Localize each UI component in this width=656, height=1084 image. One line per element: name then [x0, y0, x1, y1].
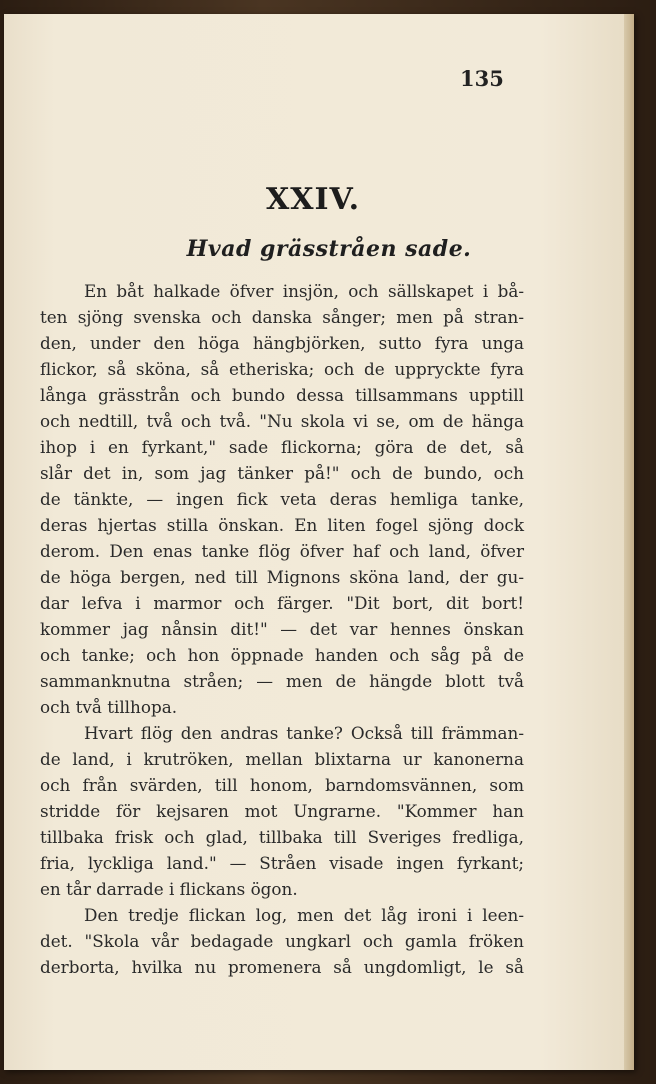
text-line: fria, lyckliga land." — Stråen visade ingen fyrkant;: [40, 853, 524, 873]
chapter-heading: XXIV.: [265, 182, 361, 217]
text-line: En båt halkade öfver insjön, och sällskapet i bå-: [84, 281, 524, 301]
body-text: [40, 278, 524, 980]
text-line: Den tredje flickan log, men det låg ironi i leen-: [84, 905, 524, 925]
text-line: en tår darrade i flickans ögon.: [40, 879, 298, 899]
page-number: 135: [460, 66, 504, 91]
text-line: långa grässtrån och bundo dessa tillsammans upptill: [40, 385, 524, 405]
book-page: [4, 14, 634, 1070]
text-line: dar lefva i marmor och färger. "Dit bort, dit bort!: [40, 593, 524, 613]
text-line: det. "Skola vår bedagade ungkarl och gamla fröken: [40, 931, 524, 951]
text-line: flickor, så sköna, så etheriska; och de uppryckte fyra: [40, 359, 524, 379]
text-line: och tanke; och hon öppnade handen och såg på de: [40, 645, 524, 665]
text-line: stridde för kejsaren mot Ungrarne. "Kommer han: [40, 801, 524, 821]
text-line: de tänkte, — ingen fick veta deras hemliga tanke,: [40, 489, 524, 509]
chapter-subtitle: Hvad grässtråen sade.: [186, 236, 472, 262]
text-line: de land, i krutröken, mellan blixtarna ur kanonerna: [40, 749, 524, 769]
text-line: och från svärden, till honom, barndomsvännen, som: [40, 775, 524, 795]
text-line: derborta, hvilka nu promenera så ungdomligt, le så: [40, 957, 524, 977]
page-edge: [624, 14, 634, 1070]
text-line: deras hjertas stilla önskan. En liten fogel sjöng dock: [40, 515, 524, 535]
text-line: derom. Den enas tanke flög öfver haf och land, öfver: [40, 541, 524, 561]
text-line: de höga bergen, ned till Mignons sköna land, der gu-: [40, 567, 524, 587]
text-line: slår det in, som jag tänker på!" och de bundo, och: [40, 463, 524, 483]
text-line: kommer jag nånsin dit!" — det var hennes önskan: [40, 619, 524, 639]
text-line: tillbaka frisk och glad, tillbaka till Sveriges fredliga,: [40, 827, 524, 847]
text-line: och två tillhopa.: [40, 697, 178, 717]
text-line: och nedtill, två och två. "Nu skola vi se, om de hänga: [40, 411, 524, 431]
text-line: ten sjöng svenska och danska sånger; men på stran-: [40, 307, 524, 327]
text-line: ihop i en fyrkant," sade flickorna; göra de det, så: [40, 437, 524, 457]
text-line: sammanknutna stråen; — men de hängde blott två: [40, 671, 524, 691]
text-line: Hvart flög den andras tanke? Också till främman-: [84, 723, 524, 743]
text-line: den, under den höga hängbjörken, sutto fyra unga: [40, 333, 524, 353]
